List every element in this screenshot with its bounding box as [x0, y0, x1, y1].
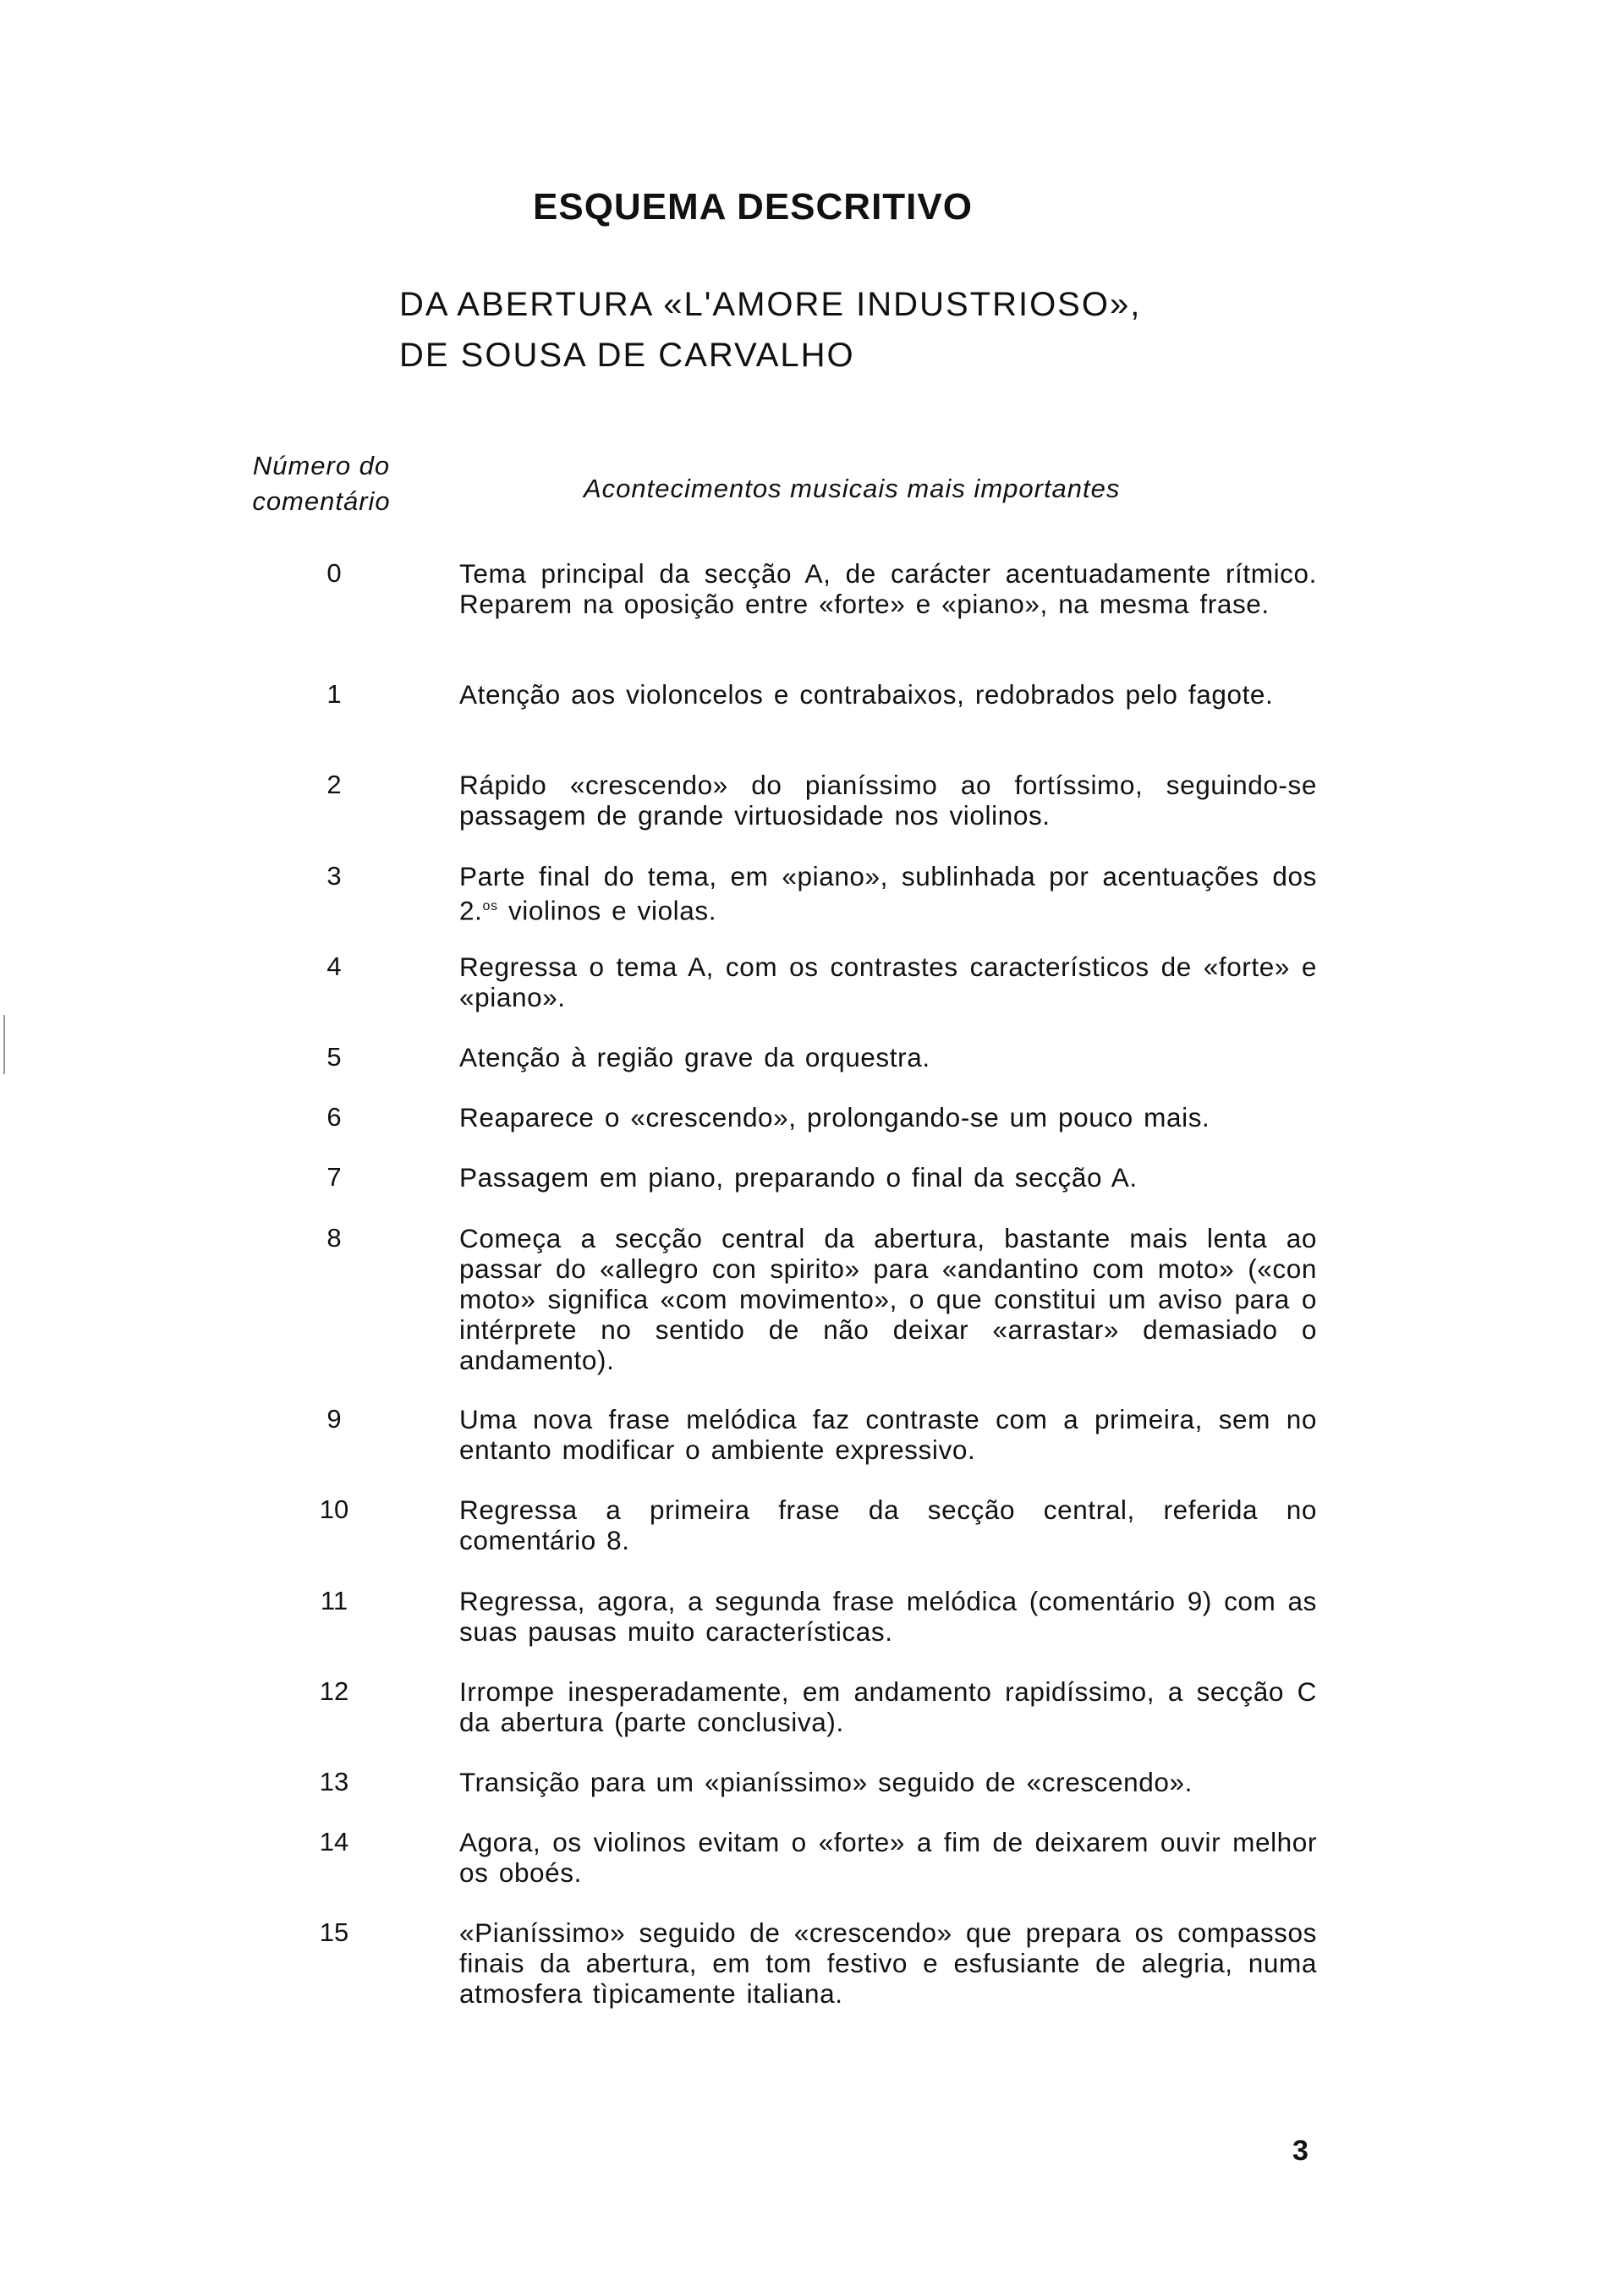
comment-text: Tema principal da secção A, de carácter acentuadamente rítmico. Reparem na oposição entre «forte» e «piano», na mesma frase. [459, 558, 1317, 619]
comment-number: 10 [319, 1495, 349, 1524]
subtitle-line-2: DE SOUSA DE CARVALHO [399, 337, 855, 374]
column-header-number-line-1: Número do [252, 451, 391, 480]
comment-number: 3 [326, 861, 342, 891]
comment-text: Rápido «crescendo» do pianíssimo ao fortíssimo, seguindo-se passagem de grande virtuosidade nos violinos. [459, 770, 1317, 831]
comment-text: Atenção aos violoncelos e contrabaixos, redobrados pelo fagote. [459, 679, 1274, 710]
comment-text: Uma nova frase melódica faz contraste com a primeira, sem no entanto modificar o ambiente expressivo. [459, 1404, 1317, 1465]
subtitle-line-1: DA ABERTURA «L'AMORE INDUSTRIOSO», [399, 286, 1142, 323]
comment-text: Irrompe inesperadamente, em andamento rapidíssimo, a secção C da abertura (parte conclusiva). [459, 1676, 1317, 1737]
comment-number: 13 [319, 1767, 349, 1796]
comment-number: 4 [326, 952, 342, 981]
comment-text: Regressa a primeira frase da secção central, referida no comentário 8. [459, 1495, 1317, 1555]
comment-text: Passagem em piano, preparando o final da secção A. [459, 1162, 1138, 1193]
page-number: 3 [1292, 2135, 1309, 2167]
column-header-number [228, 448, 414, 519]
comment-number: 9 [326, 1404, 342, 1434]
column-header-number-line-2: comentário [252, 486, 391, 516]
comment-number: 11 [320, 1586, 348, 1615]
comment-number: 8 [326, 1223, 342, 1253]
comment-number: 12 [319, 1676, 349, 1706]
comment-text: Transição para um «pianíssimo» seguido de «crescendo». [459, 1767, 1193, 1797]
comment-number: 15 [319, 1917, 349, 1947]
comment-text: Agora, os violinos evitam o «forte» a fim de deixarem ouvir melhor os oboés. [459, 1827, 1317, 1888]
comment-number: 0 [326, 558, 342, 588]
page-title: ESQUEMA DESCRITIVO [533, 186, 973, 228]
comment-number: 1 [326, 679, 342, 709]
comment-number: 5 [326, 1042, 342, 1072]
comment-text: Parte final do tema, em «piano», sublinhada por acentuações dos 2.$^{os}$ violinos e violas. [459, 861, 1317, 926]
comment-number: 14 [319, 1827, 349, 1856]
comment-text: Reaparece o «crescendo», prolongando-se um pouco mais. [459, 1102, 1210, 1133]
comment-text: Regressa o tema A, com os contrastes característicos de «forte» e «piano». [459, 952, 1317, 1012]
comment-number: 6 [326, 1102, 342, 1132]
subtitle [399, 279, 1141, 381]
scan-edge-mark [3, 1015, 5, 1074]
comment-number: 7 [326, 1162, 342, 1192]
comment-text: Regressa, agora, a segunda frase melódica (comentário 9) com as suas pausas muito características. [459, 1586, 1317, 1647]
column-header-events: Acontecimentos musicais mais importantes [584, 474, 1121, 503]
comment-number: 2 [326, 770, 342, 799]
comment-text: «Pianíssimo» seguido de «crescendo» que prepara os compassos finais da abertura, em tom festivo e esfusiante de alegria, numa atmosfera tìpicamente italiana. [459, 1917, 1317, 2009]
comment-text: Atenção à região grave da orquestra. [459, 1042, 930, 1072]
comment-text: Começa a secção central da abertura, bastante mais lenta ao passar do «allegro con spirito» para «andantino com moto» («con moto» significa «com movimento», o que constitui um aviso para o intérprete no sentido de não deixar «arrastar» demasiado o andamento). [459, 1223, 1317, 1375]
